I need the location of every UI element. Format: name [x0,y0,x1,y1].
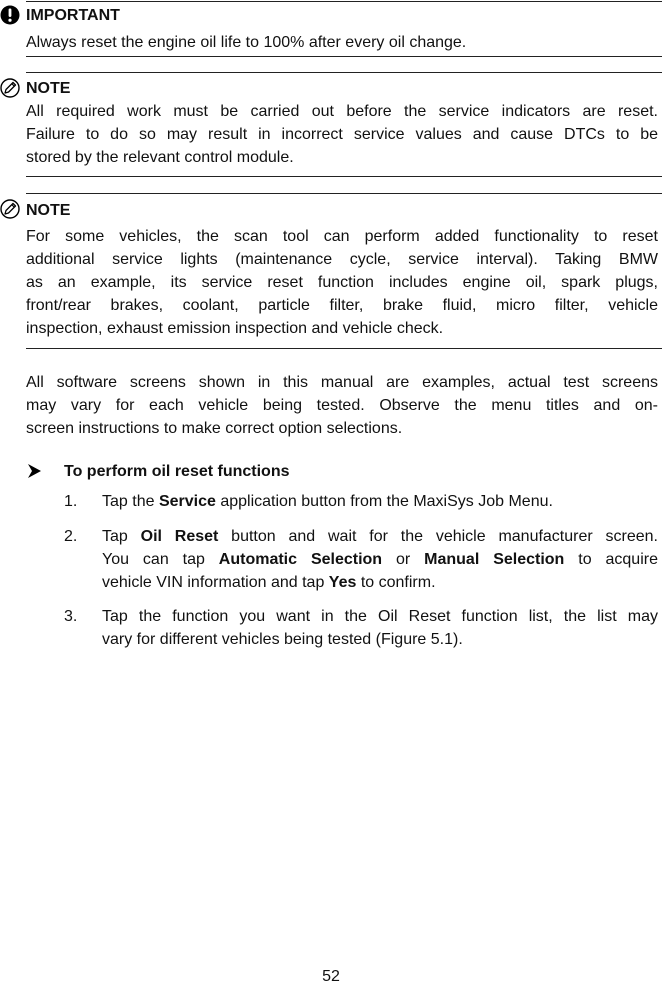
step-line [102,548,658,571]
arrow-bullet-icon [26,463,42,479]
step-text: to acquire [564,551,658,568]
text-line: as an example, its service reset function includes engine oil, spark plugs, [26,274,658,291]
text-line: front/rear brakes, coolant, particle filter, brake fluid, micro filter, vehicle [26,297,658,314]
note-title: NOTE [26,80,71,97]
step-number: 1. [64,493,78,510]
text-line: screen instructions to make correct option selections. [26,420,403,437]
step-line: Tap the function you want in the Oil Reset function list, the list may [102,608,658,625]
divider [26,348,662,349]
ui-term-manual-selection: Manual Selection [424,551,565,568]
divider [26,193,662,194]
step-number: 2. [64,528,78,545]
step-text: Tap [102,528,141,545]
text-line: Always reset the engine oil life to 100% after every oil change. [26,34,467,51]
step-line [102,571,658,594]
text-line: may vary for each vehicle being tested. Observe the menu titles and on- [26,397,658,414]
text-line: All software screens shown in this manual are examples, actual test screens [26,374,658,391]
ui-term-automatic-selection: Automatic Selection [218,551,383,568]
text-line: stored by the relevant control module. [26,149,294,166]
exclamation-icon [0,5,20,25]
step-text: or [382,551,425,568]
step-2 [102,525,658,594]
text-line: Failure to do so may result in incorrect service values and cause DTCs to be [26,126,658,143]
step-text: to confirm. [356,574,436,591]
pencil-icon [0,199,20,219]
pencil-icon [0,78,20,98]
divider [26,56,662,57]
step-text: vehicle VIN information and tap [102,574,329,591]
text-line: All required work must be carried out before the service indicators are reset. [26,103,658,120]
important-text [26,31,658,54]
important-title: IMPORTANT [26,7,120,24]
procedure-title: To perform oil reset functions [64,463,290,480]
text-line: additional service lights (maintenance cycle, service interval). Taking BMW [26,251,658,268]
intro-paragraph [26,371,658,440]
note-text [26,100,658,169]
ui-term-service: Service [158,493,216,510]
text-line: inspection, exhaust emission inspection and vehicle check. [26,320,444,337]
step-line: vary for different vehicles being tested (Figure 5.1). [102,631,463,648]
step-line [102,525,658,548]
divider [26,1,662,2]
note-title: NOTE [26,202,71,219]
divider [26,72,662,73]
step-text: application button from the MaxiSys Job Menu. [215,493,553,510]
step-text: button and wait for the vehicle manufacturer screen. [218,528,658,545]
step-text: You can tap [102,551,219,568]
text-line: For some vehicles, the scan tool can perform added functionality to reset [26,228,658,245]
step-text: Tap the [102,493,159,510]
ui-term-yes: Yes [328,574,357,591]
divider [26,176,662,177]
step-3 [102,605,658,651]
note-text [26,225,658,340]
step-1 [102,490,658,513]
ui-term-oil-reset: Oil Reset [140,528,219,545]
step-number: 3. [64,608,78,625]
page-number: 52 [322,968,340,985]
